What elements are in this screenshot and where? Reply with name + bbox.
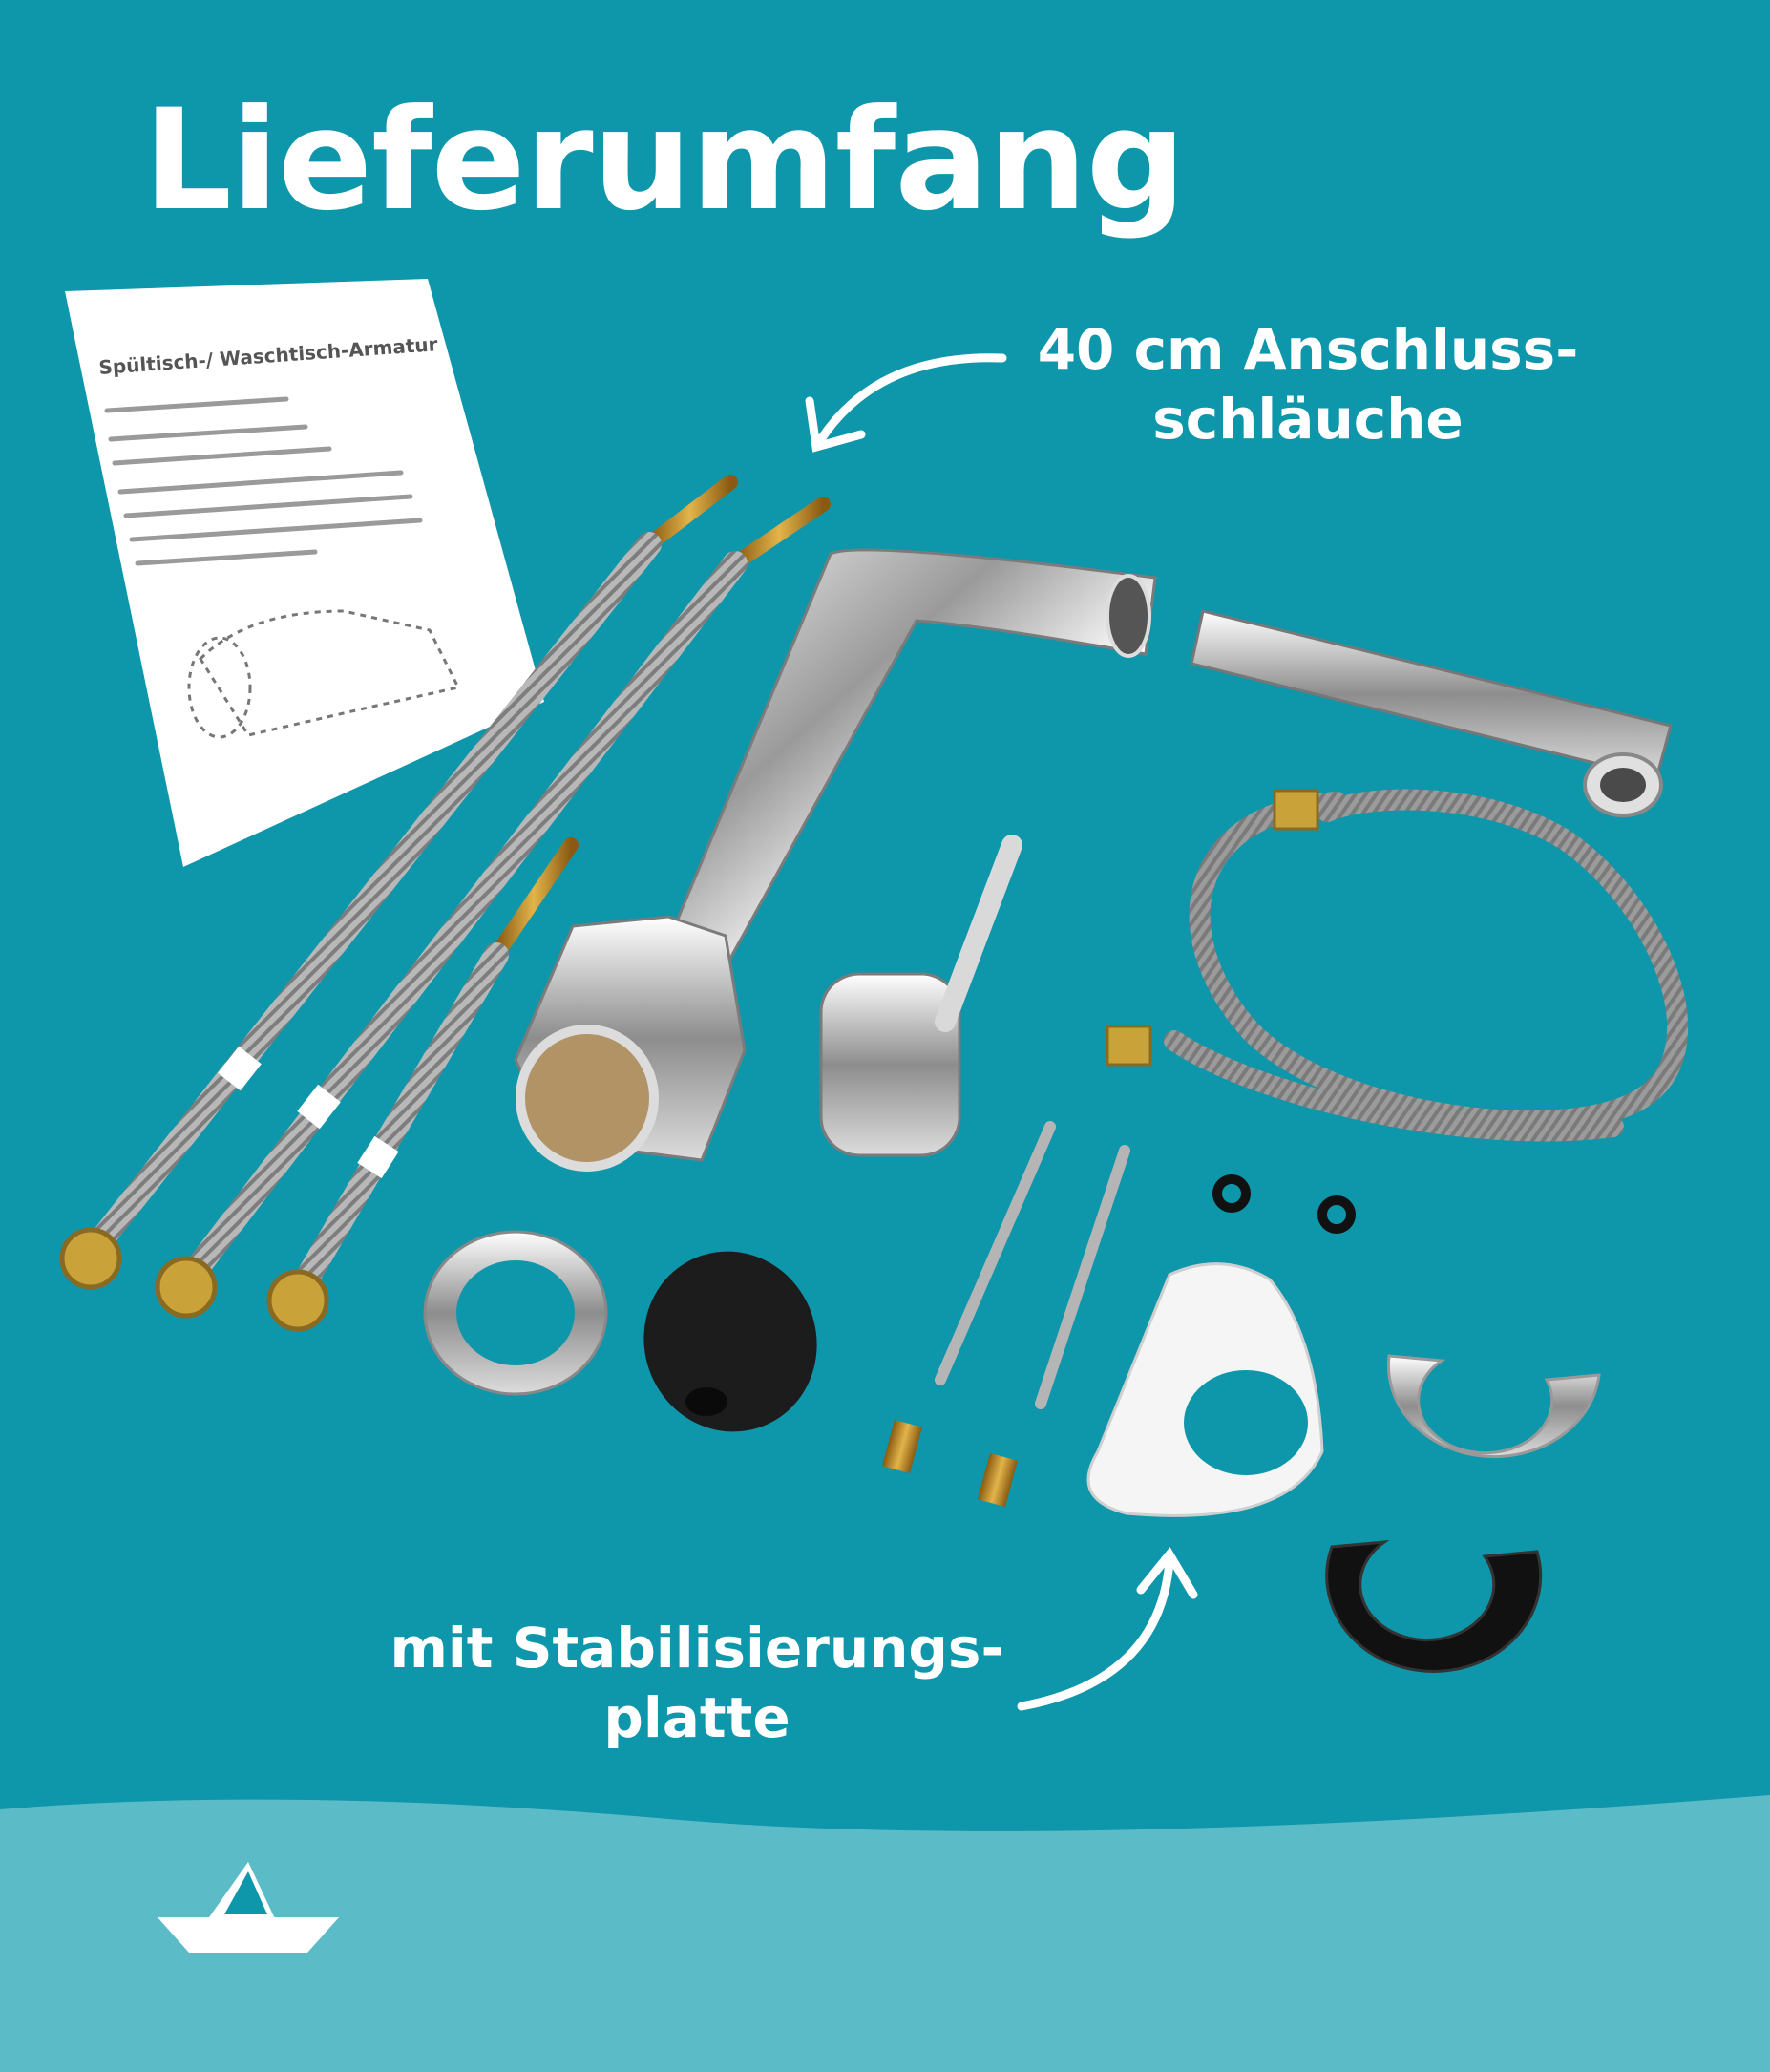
faucet-body bbox=[516, 550, 1155, 1167]
shower-hose bbox=[1107, 791, 1677, 1131]
chrome-rosette bbox=[425, 1232, 606, 1394]
manual-heading: Spültisch-/ Waschtisch-Armatur bbox=[97, 332, 439, 379]
stabilization-plate bbox=[1088, 1264, 1322, 1516]
black-cartridge bbox=[619, 1227, 842, 1456]
metal-washer-silver bbox=[1388, 1356, 1599, 1457]
o-rings bbox=[1217, 1179, 1351, 1229]
callout-hoses-line1: 40 cm Anschluss- bbox=[1037, 317, 1579, 382]
page-title: Lieferumfang bbox=[143, 79, 1186, 242]
curved-arrow-icon bbox=[1022, 1554, 1193, 1706]
curved-arrow-icon bbox=[810, 358, 1002, 447]
metal-washer-black bbox=[1327, 1542, 1541, 1671]
callout-plate-line1: mit Stabilisierungs- bbox=[390, 1616, 1004, 1681]
callout-hoses-line2: schläuche bbox=[1152, 386, 1464, 452]
threaded-rods bbox=[940, 1127, 1125, 1404]
spray-head bbox=[1191, 611, 1671, 815]
callout-plate-line2: platte bbox=[603, 1684, 790, 1750]
brass-nuts bbox=[882, 1420, 1018, 1507]
